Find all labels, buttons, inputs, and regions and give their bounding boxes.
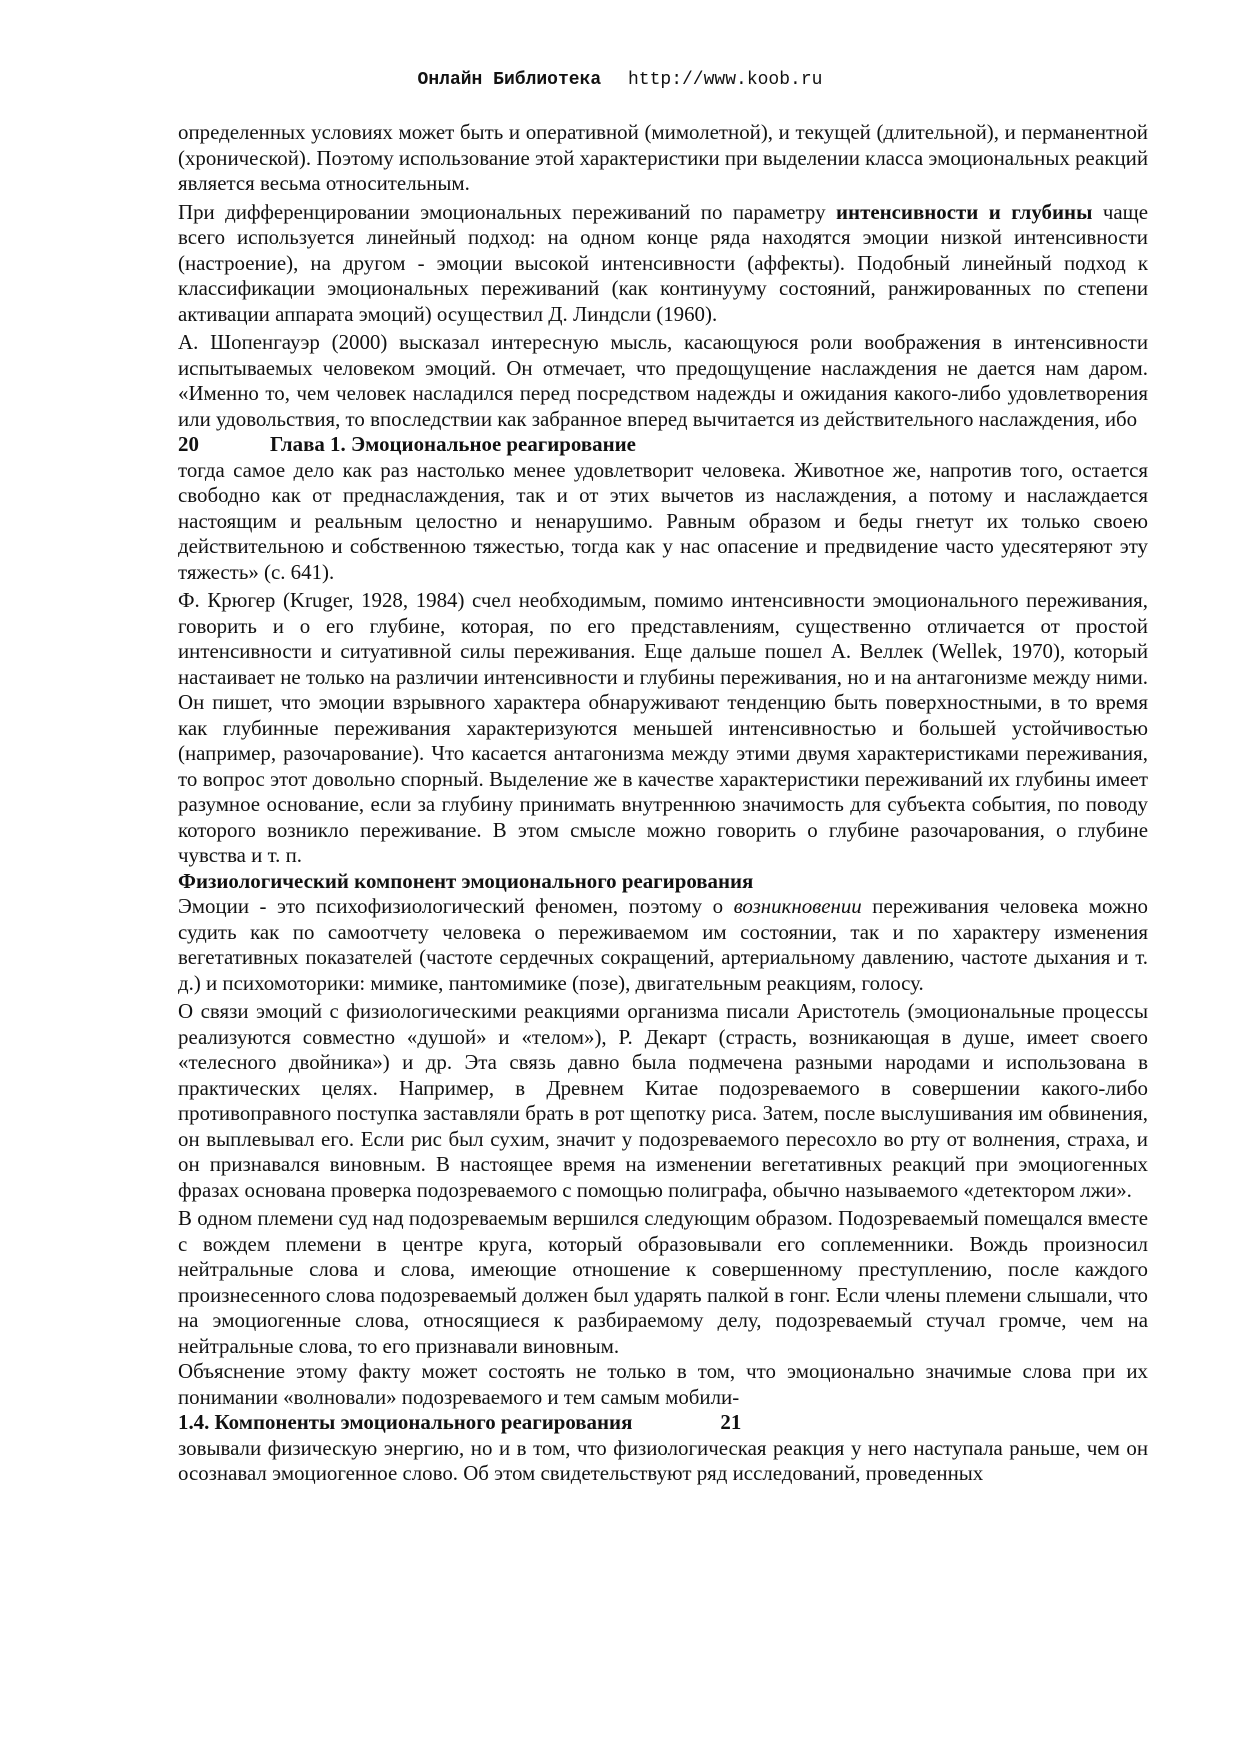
paragraph: А. Шопенгауэр (2000) высказал интересную мысль, касающуюся роли воображения в интенсивности испытываемых человеком эмоций. Он отмечает, что предощущение наслаждения не дается нам даром. «Именно то, чем человек насладился перед посредством надежды и ожидания какого-либо удовлетворения или удовольствия, то впоследствии как забранное вперед вычитается из действительного наслаждения, ибо [178, 330, 1148, 431]
paragraph: Объяснение этому факту может состоять не только в том, что эмоционально значимые слова при их понимании «волновали» подозреваемого и тем самым мобили- [178, 1359, 1148, 1409]
running-head-title: Глава 1. Эмоциональное реагирование [270, 432, 636, 456]
page-number: 21 [720, 1410, 742, 1434]
section-heading: Физиологический компонент эмоционального реагирования [178, 868, 754, 893]
paragraph: определенных условиях может быть и оперативной (мимолетной), и текущей (длительной), и перманентной (хронической). Поэтому использование этой характеристики при выделении класса эмоциональных реакций является весьма относительным. [178, 120, 1148, 195]
paragraph: Ф. Крюгер (Kruger, 1928, 1984) счел необходимым, помимо интенсивности эмоционального переживания, говорить и о его глубине, которая, по его представлениям, существенно отличается от простой интенсивности и ситуативной силы переживания. Еще дальше пошел А. Веллек (Wellek, 1970), который настаивает не только на различии интенсивности и глубины переживания, но и на антагонизме между ними. Он пишет, что эмоции взрывного характера обнаруживают тенденцию быть поверхностными, в то время как глубинные переживания характеризуются меньшей интенсивностью и большей устойчивостью (например, разочарование). Что касается антагонизма между этими двумя характеристиками переживания, то вопрос этот довольно спорный. Выделение же в качестве характеристики переживаний их глубины имеет разумное основание, если за глубину принимать внутреннюю значимость для субъекта события, по поводу которого возникло переживание. В этом смысле можно говорить о глубине разочарования, о глубине чувства и т. п. [178, 588, 1148, 867]
paragraph: тогда самое дело как раз настолько менее удовлетворит человека. Животное же, напротив того, остается свободно как от преднаслаждения, так и от этих вычетов из наслаждения, а потому и наслаждается настоящим и реальным целостно и ненарушимо. Равным образом и беды гнетут их только своею действительною и собственною тяжестью, тогда как у нас опасение и предвидение часто удесятеряют эту тяжесть» (с. 641). [178, 457, 1148, 584]
paragraph: зовывали физическую энергию, но и в том, что физиологическая реакция у него наступала раньше, чем он осознавал эмоциогенное слово. Об этом свидетельствуют ряд исследований, проведенных [178, 1435, 1148, 1485]
page-header [0, 70, 1240, 90]
italic-term: возникновении [733, 894, 862, 918]
running-head-title: 1.4. Компоненты эмоционального реагирования [178, 1410, 633, 1434]
paragraph: О связи эмоций с физиологическими реакциями организма писали Аристотель (эмоциональные процессы реализуются совместно «душой» и «телом»), Р. Декарт (страсть, возникающая в душе, имеет своего «телесного двойника») и др. Эта связь давно была подмечена разными народами и использована в практических целях. Например, в Древнем Китае подозреваемого в совершении какого-либо противоправного поступка заставляли брать в рот щепотку риса. Затем, после выслушивания им обвинения, он выплевывал его. Если рис был сухим, значит у подозреваемого пересохло во рту от волнения, страха, и он признавался виновным. В настоящее время на изменении вегетативных реакций при эмоциогенных фразах основана проверка подозреваемого с помощью полиграфа, обычно называемого «детектором лжи». [178, 999, 1148, 1202]
running-head-section [178, 1410, 1148, 1436]
bold-term: интенсивности и глубины [836, 199, 1093, 224]
paragraph [178, 200, 1148, 328]
library-url[interactable]: http://www.koob.ru [628, 70, 823, 90]
paragraph: В одном племени суд над подозреваемым вершился следующим образом. Подозреваемый помещался вместе с вождем племени в центре круга, который образовывали его соплеменники. Вождь произносил нейтральные слова и слова, имеющие отношение к совершенному преступлению, после каждого произнесенного слова подозреваемый должен был ударять палкой в гонг. Если члены племени слышали, что на эмоциогенные слова, относящиеся к разбираемому делу, подозреваемый стучал громче, чем на нейтральные слова, то его признавали виновным. [178, 1206, 1148, 1358]
text-run: При дифференцировании эмоциональных переживаний по параметру [178, 199, 836, 224]
text-run: переживания человека можно судить как по самоотчету человека о переживаемом им состоянии, так и по характеру изменения вегетативных показателей (частоте сердечных сокращений, артериальному давлению, частоте дыхания и т. д.) и психомоторики: мимике, пантомимике (позе), двигательным реакциям, голосу. [178, 894, 1148, 995]
text-run: Эмоции - это психофизиологический феномен, поэтому о [178, 894, 734, 918]
library-name: Онлайн Библиотека [417, 70, 602, 90]
running-head-chapter [178, 432, 1148, 458]
document-body [178, 120, 1148, 1487]
text-run: чаще всего используется линейный подход: на одном конце ряда находятся эмоции низкой интенсивности (настроение), на другом - эмоции высокой интенсивности (аффекты). Подобный линейный подход к классификации эмоциональных переживаний (как континууму состояний, ранжированных по степени активации аппарата эмоций) осуществил Д. Линдсли (1960). [178, 199, 1148, 326]
page-number: 20 [178, 432, 199, 456]
paragraph [178, 894, 1148, 996]
